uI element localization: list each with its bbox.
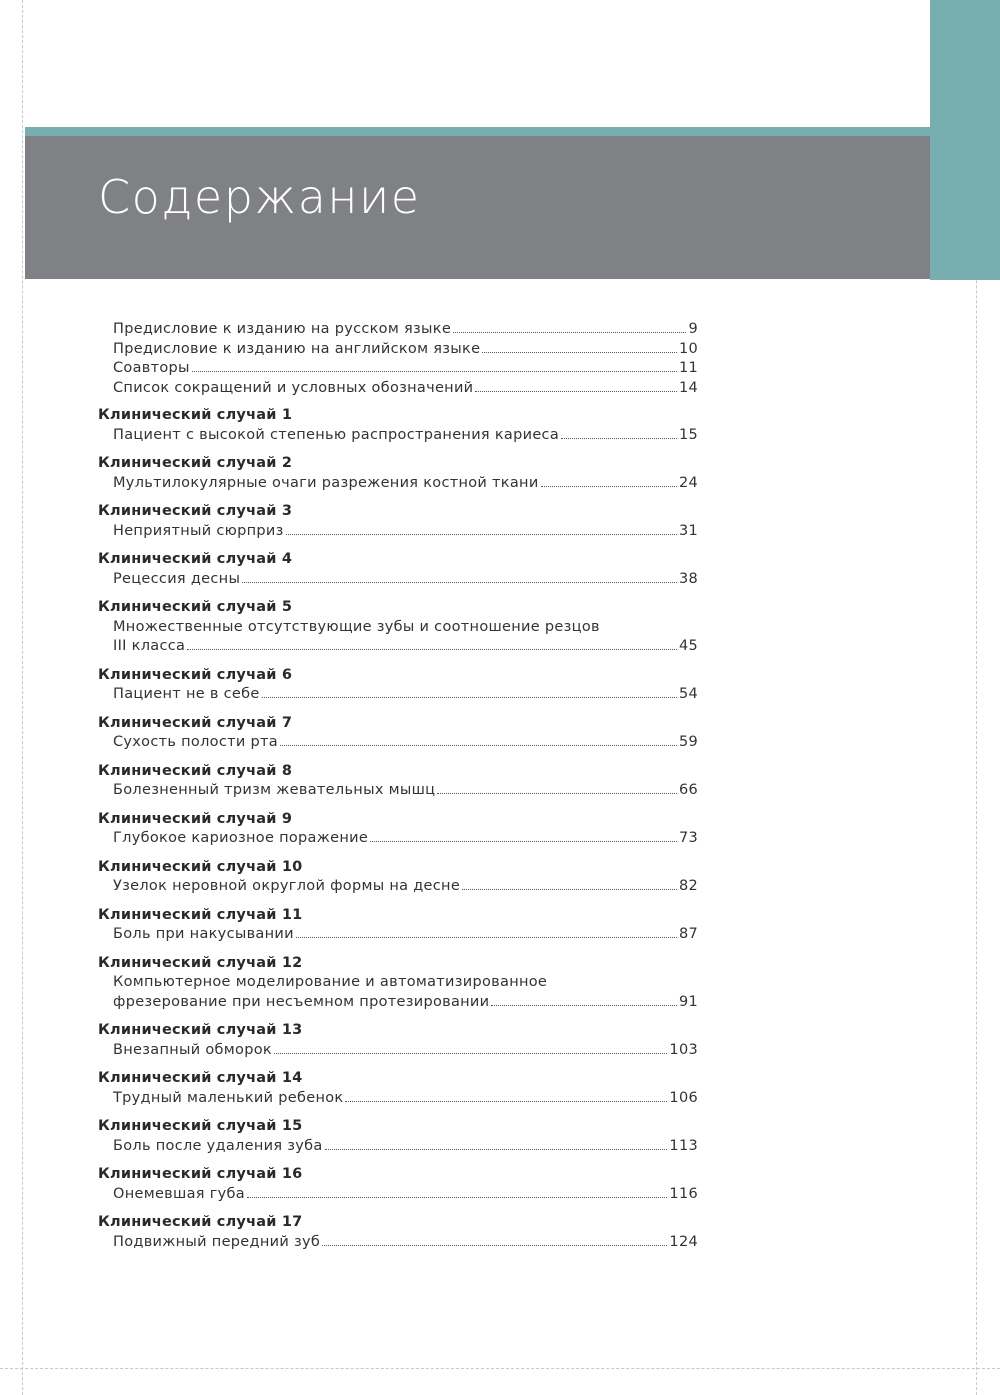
accent-line: [25, 127, 1000, 136]
entry-title: III класса: [113, 638, 186, 654]
dot-leader: [437, 793, 677, 794]
page-number: 103: [669, 1041, 698, 1058]
case-4: [98, 550, 698, 589]
case-heading: Клинический случай 15: [98, 1118, 303, 1134]
title-band: [25, 136, 930, 279]
entry-title: Неприятный сюрприз: [113, 522, 284, 539]
case-heading: Клинический случай 2: [98, 455, 293, 471]
dot-leader: [491, 1005, 677, 1006]
toc-entry[interactable]: [98, 1137, 698, 1157]
case-11: [98, 906, 698, 945]
toc-entry[interactable]: [98, 733, 698, 753]
page-number: 10: [678, 340, 698, 357]
dot-leader: [280, 745, 677, 746]
case-12: [98, 954, 698, 1013]
crop-mark-left: [22, 0, 23, 1395]
case-heading: Клинический случай 9: [98, 810, 293, 827]
case-3: [98, 502, 698, 541]
toc-entry[interactable]: [98, 637, 698, 657]
dot-leader: [561, 438, 677, 439]
entry-title-line[interactable]: Компьютерное моделирование и автоматизированное: [113, 974, 548, 990]
dot-leader: [247, 1197, 667, 1198]
case-1: [98, 406, 698, 445]
case-2: [98, 454, 698, 493]
crop-mark-bottom: [0, 1368, 1000, 1369]
case-6: [98, 666, 698, 705]
page-number: 106: [669, 1089, 698, 1106]
toc-entry[interactable]: [98, 340, 698, 360]
case-heading: Клинический случай 7: [98, 714, 293, 731]
page-number: 113: [669, 1137, 698, 1154]
toc-entry[interactable]: [98, 522, 698, 542]
dot-leader: [453, 332, 686, 333]
case-heading: Клинический случай 17: [98, 1214, 303, 1230]
page-number: 45: [678, 638, 698, 654]
page-number: 38: [678, 570, 698, 587]
dot-leader: [325, 1149, 668, 1150]
entry-title: Узелок неровной округлой формы на десне: [113, 878, 461, 894]
dot-leader: [296, 937, 677, 938]
entry-title: Список сокращений и условных обозначений: [113, 379, 474, 396]
entry-title: Болезненный тризм жевательных мышц: [113, 782, 436, 798]
dot-leader: [322, 1245, 667, 1246]
case-7: [98, 714, 698, 753]
page-number: 82: [678, 878, 698, 894]
toc-entry[interactable]: [98, 1041, 698, 1061]
case-heading: Клинический случай 3: [98, 503, 293, 519]
dot-leader: [286, 534, 677, 535]
dot-leader: [475, 391, 677, 392]
page-number: 87: [678, 926, 698, 942]
dot-leader: [370, 841, 677, 842]
case-heading: Клинический случай 11: [98, 906, 303, 923]
case-heading: Клинический случай 12: [98, 954, 303, 971]
entry-title: Предисловие к изданию на русском языке: [113, 321, 452, 337]
toc-entry[interactable]: [98, 570, 698, 590]
case-heading: Клинический случай 5: [98, 599, 293, 615]
entry-title: Боль при накусывании: [113, 926, 294, 942]
page-number: 73: [678, 830, 698, 846]
page-number: 14: [678, 379, 698, 396]
entry-title: Сухость полости рта: [113, 734, 278, 750]
toc-entry[interactable]: [98, 426, 698, 446]
entry-title: Онемевшая губа: [113, 1185, 245, 1202]
toc-entry[interactable]: [98, 359, 698, 379]
toc-entry[interactable]: [98, 781, 698, 801]
page-number: 124: [669, 1233, 698, 1250]
page-number: 24: [678, 474, 698, 491]
case-14: [98, 1069, 698, 1108]
toc-entry[interactable]: [98, 829, 698, 849]
toc-entry[interactable]: [98, 877, 698, 897]
entry-title: Боль после удаления зуба: [113, 1137, 323, 1154]
toc-entry[interactable]: [98, 1089, 698, 1109]
page-number: 31: [678, 522, 698, 539]
dot-leader: [187, 649, 677, 650]
dot-leader: [262, 697, 677, 698]
entry-title: Глубокое кариозное поражение: [113, 830, 369, 846]
case-17: [98, 1213, 698, 1252]
page-number: 59: [678, 734, 698, 750]
entry-title: фрезерование при несъемном протезировании: [113, 993, 490, 1010]
page-title: Содержание: [98, 170, 421, 224]
entry-title: Пациент не в себе: [113, 686, 260, 702]
toc-entry[interactable]: [98, 379, 698, 399]
case-heading: Клинический случай 4: [98, 551, 293, 567]
accent-bar: [930, 0, 1000, 280]
case-9: [98, 810, 698, 849]
page-number: 15: [678, 426, 698, 443]
toc-entry[interactable]: [98, 925, 698, 945]
case-heading: Клинический случай 13: [98, 1022, 303, 1038]
page-number: 9: [688, 321, 698, 337]
page-number: 54: [678, 686, 698, 702]
case-13: [98, 1021, 698, 1060]
dot-leader: [192, 371, 677, 372]
toc-entry[interactable]: [98, 1185, 698, 1205]
case-8: [98, 762, 698, 801]
page-number: 66: [678, 782, 698, 798]
toc-entry[interactable]: [98, 474, 698, 494]
toc-entry[interactable]: [98, 320, 698, 340]
entry-title: Мультилокулярные очаги разрежения костной ткани: [113, 474, 539, 491]
case-10: [98, 858, 698, 897]
page-number: 91: [678, 993, 698, 1010]
entry-title-line[interactable]: Множественные отсутствующие зубы и соотношение резцов: [113, 618, 600, 635]
page-number: 116: [669, 1185, 698, 1202]
dot-leader: [541, 486, 677, 487]
dot-leader: [462, 889, 677, 890]
entry-title: Соавторы: [113, 360, 190, 376]
case-heading: Клинический случай 10: [98, 858, 303, 875]
case-heading: Клинический случай 14: [98, 1070, 303, 1086]
toc-entry[interactable]: [98, 993, 698, 1013]
entry-title: Пациент с высокой степенью распространения кариеса: [113, 426, 560, 443]
toc-entry[interactable]: [98, 685, 698, 705]
dot-leader: [242, 582, 677, 583]
entry-title: Подвижный передний зуб: [113, 1233, 321, 1250]
dot-leader: [345, 1101, 667, 1102]
page-number: 11: [678, 360, 698, 376]
case-16: [98, 1165, 698, 1204]
entry-title: Внезапный обморок: [113, 1041, 272, 1058]
case-heading: Клинический случай 16: [98, 1166, 303, 1182]
case-heading: Клинический случай 1: [98, 407, 293, 423]
entry-title: Трудный маленький ребенок: [113, 1089, 344, 1106]
case-5: [98, 598, 698, 657]
intro-section: [98, 320, 698, 398]
case-15: [98, 1117, 698, 1156]
toc-entry[interactable]: [98, 1233, 698, 1253]
dot-leader: [482, 352, 677, 353]
case-heading: Клинический случай 8: [98, 762, 293, 779]
entry-title: Предисловие к изданию на английском языке: [113, 340, 481, 357]
case-heading: Клинический случай 6: [98, 666, 293, 683]
table-of-contents: [98, 320, 698, 1261]
dot-leader: [274, 1053, 667, 1054]
entry-title: Рецессия десны: [113, 570, 241, 587]
